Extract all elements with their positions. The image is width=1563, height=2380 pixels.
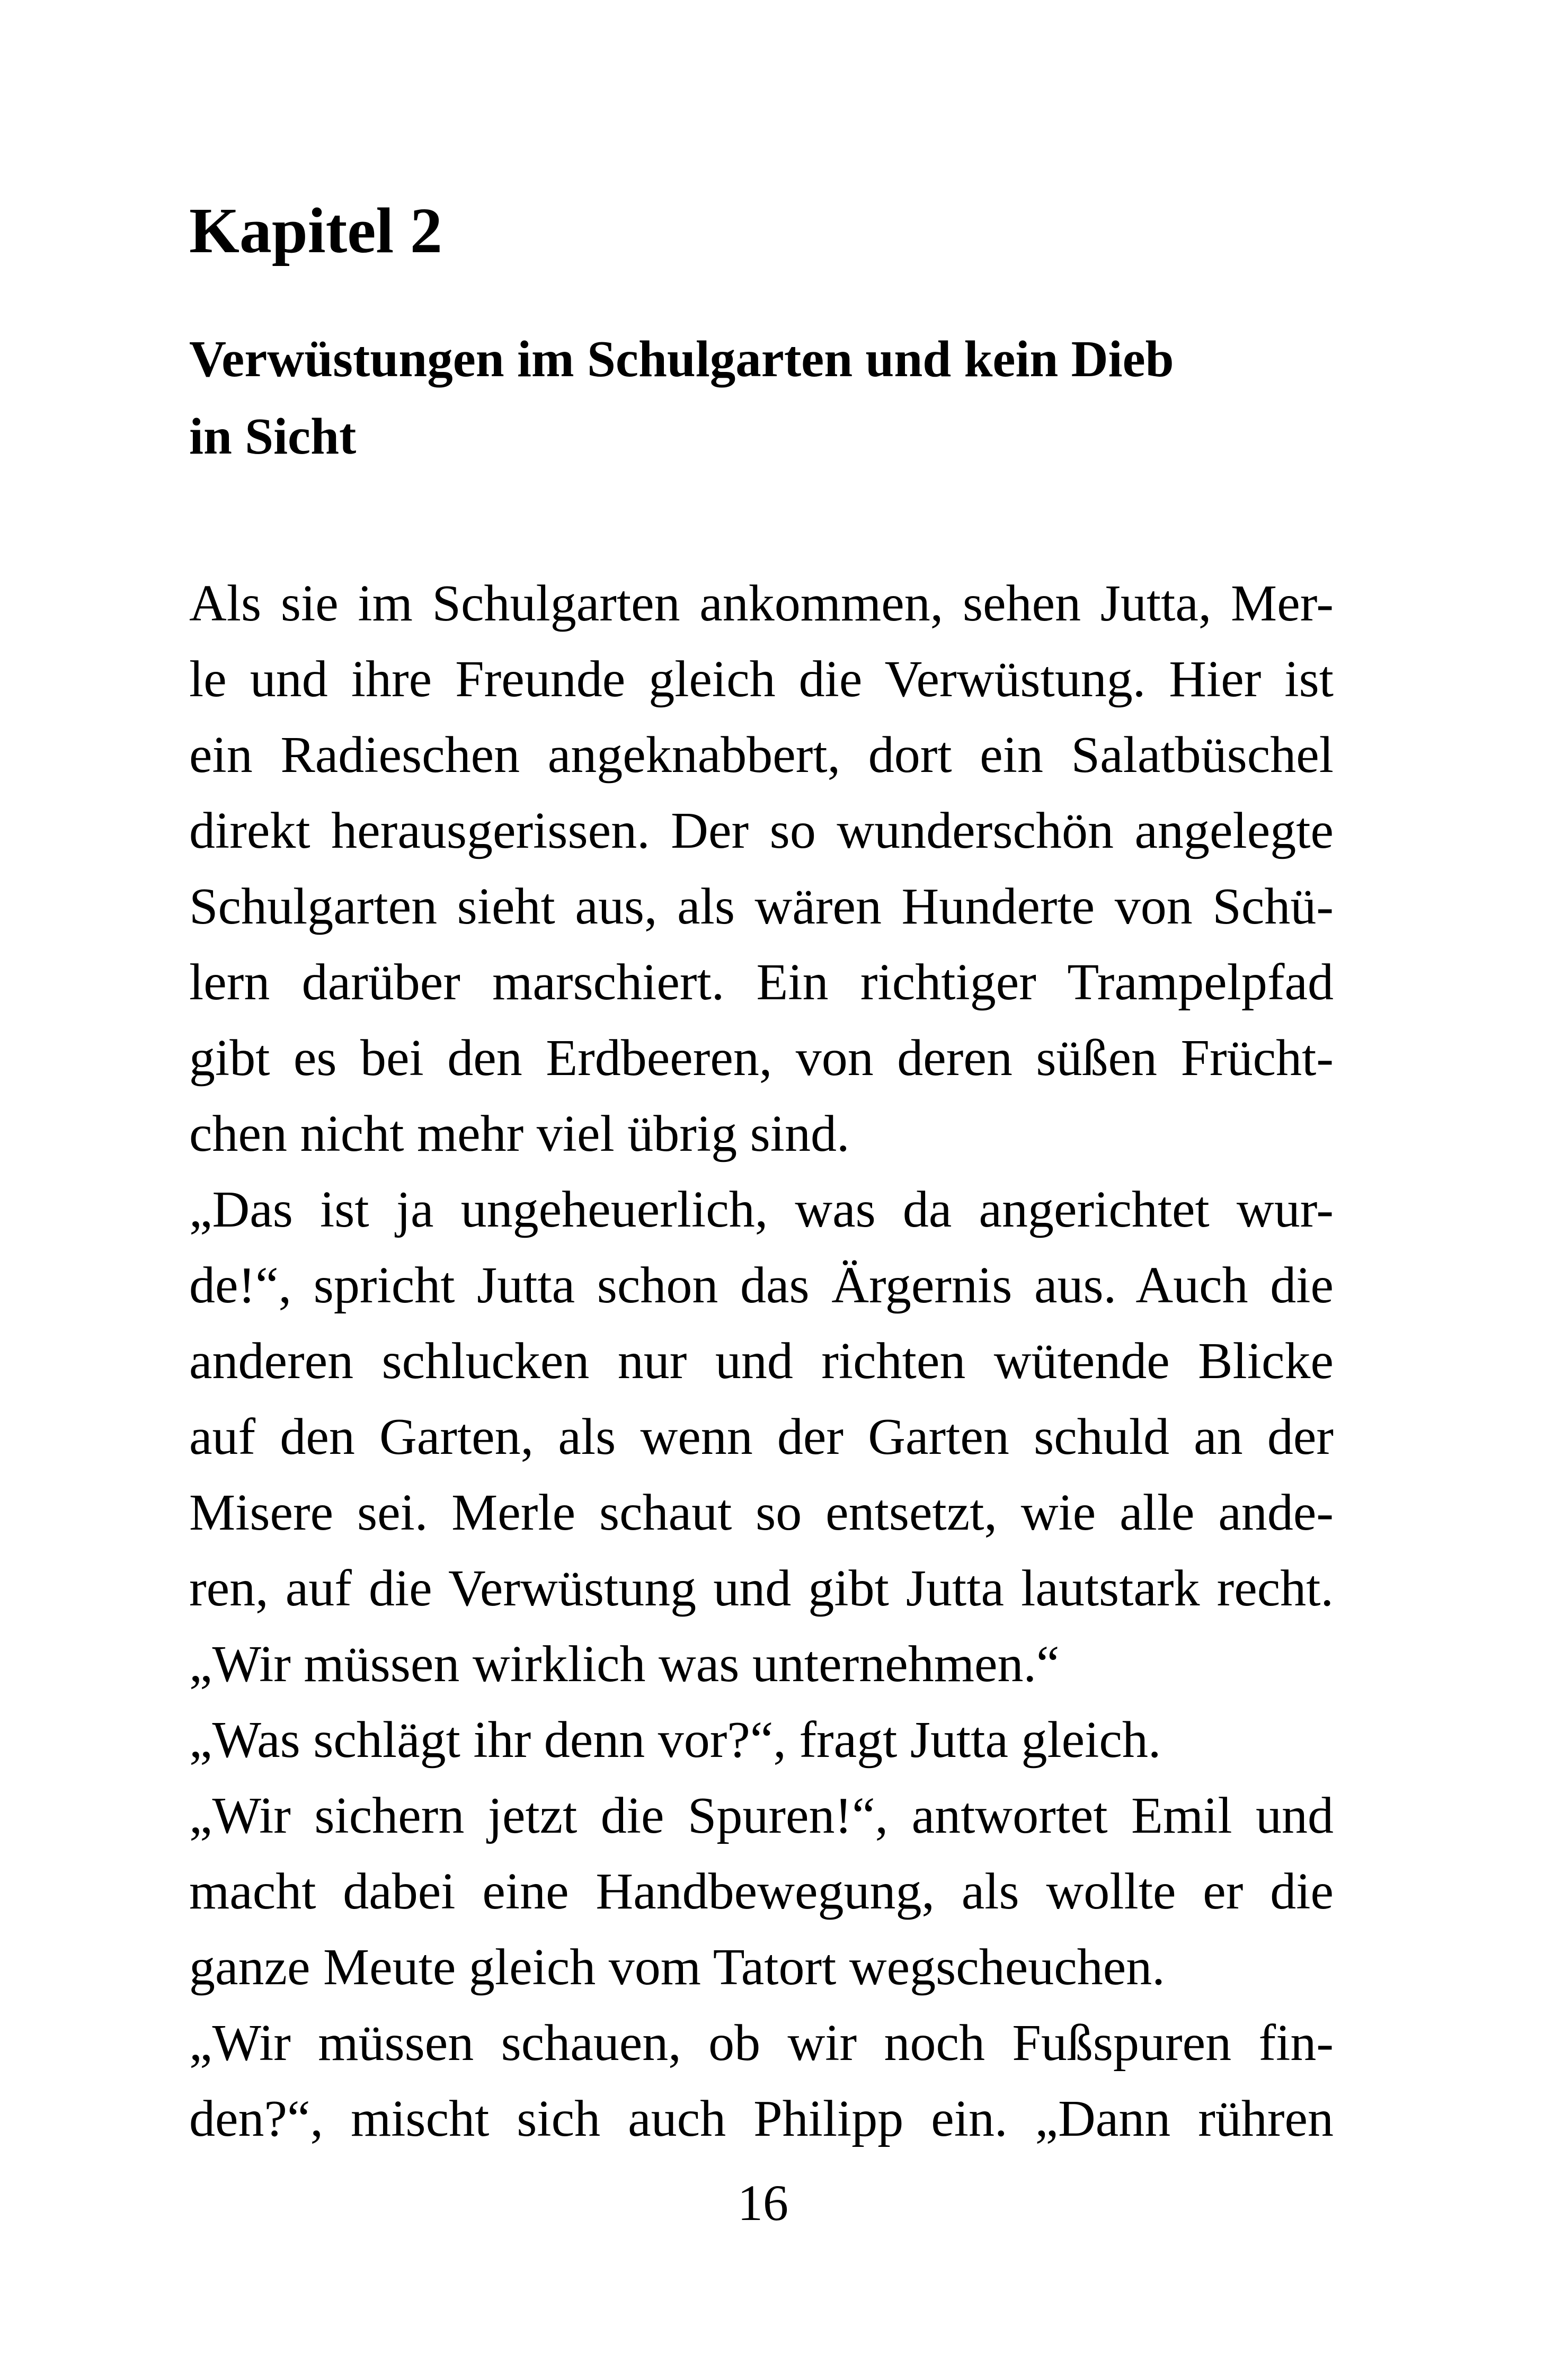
subtitle-line: in Sicht [189,408,357,465]
text-line: „Wir müssen schauen, ob wir noch Fußspuren fin- [189,2014,1334,2072]
text-line: chen nicht mehr viel übrig sind. [189,1105,850,1162]
text-line: Als sie im Schulgarten ankommen, sehen Jutta, Mer- [189,575,1334,632]
text-line: gibt es bei den Erdbeeren, von deren süßen Frücht- [189,1029,1334,1087]
text-line: „Wir müssen wirklich was unternehmen.“ [189,1636,1060,1693]
page-number: 16 [738,2174,788,2231]
chapter-title: Kapitel 2 [189,195,442,267]
text-line: anderen schlucken nur und richten wütende Blicke [189,1333,1334,1390]
text-line: „Das ist ja ungeheuerlich, was da angerichtet wur- [189,1181,1334,1238]
text-line: de!“, spricht Jutta schon das Ärgernis aus. Auch die [189,1257,1334,1314]
text-line: ein Radieschen angeknabbert, dort ein Salatbüschel [189,726,1334,784]
text-line: Schulgarten sieht aus, als wären Hunderte von Schü- [189,878,1334,935]
chapter-subtitle [189,321,1334,475]
body-text [189,566,1334,2157]
text-line: direkt herausgerissen. Der so wunderschön angelegte [189,802,1334,859]
text-line: den?“, mischt sich auch Philipp ein. „Dann rühren [189,2090,1334,2147]
subtitle-line: Verwüstungen im Schulgarten und kein Dieb [189,331,1174,387]
text-line: „Was schlägt ihr denn vor?“, fragt Jutta gleich. [189,1711,1161,1769]
text-line: macht dabei eine Handbewegung, als wollte er die [189,1863,1334,1920]
text-line: ren, auf die Verwüstung und gibt Jutta lautstark recht. [189,1560,1334,1617]
text-line: lern darüber marschiert. Ein richtiger Trampelpfad [189,954,1334,1011]
text-line: le und ihre Freunde gleich die Verwüstung. Hier ist [189,651,1334,708]
text-line: Misere sei. Merle schaut so entsetzt, wie alle ande- [189,1484,1334,1541]
text-line: „Wir sichern jetzt die Spuren!“, antwortet Emil und [189,1787,1334,1844]
text-line: ganze Meute gleich vom Tatort wegscheuchen. [189,1939,1165,1996]
text-line: auf den Garten, als wenn der Garten schuld an der [189,1408,1334,1466]
